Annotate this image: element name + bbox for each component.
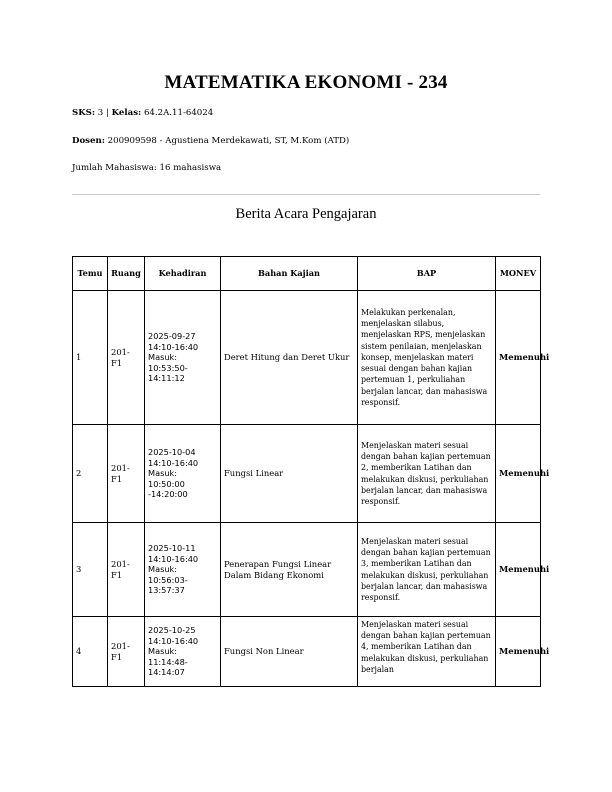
header-ruang: Ruang	[108, 257, 145, 291]
header-monev: MONEV	[496, 257, 541, 291]
dosen-value: 200909598 - Agustiena Merdekawati, ST, M.Kom (ATD)	[107, 136, 350, 146]
cell-bap: Menjelaskan materi sesuai dengan bahan kajian pertemuan 2, memberikan Latihan dan melakukan diskusi, perkuliahan berjalan lancar, dan mahasiswa responsif.	[358, 425, 496, 523]
cell-bahan-kajian: Deret Hitung dan Deret Ukur	[221, 291, 358, 425]
header-temu: Temu	[73, 257, 108, 291]
cell-temu: 1	[73, 291, 108, 425]
sks-label: SKS:	[72, 108, 96, 118]
table-row	[73, 617, 541, 687]
divider	[72, 194, 540, 195]
section-title: Berita Acara Pengajaran	[235, 206, 377, 222]
cell-temu: 3	[73, 523, 108, 617]
page-title: MATEMATIKA EKONOMI - 234	[164, 72, 448, 93]
jumlah-mahasiswa: Jumlah Mahasiswa: 16 mahasiswa	[72, 163, 222, 173]
cell-temu: 2	[73, 425, 108, 523]
cell-bap: Menjelaskan materi sesuai dengan bahan kajian pertemuan 3, memberikan Latihan dan melakukan diskusi, perkuliahan berjalan lancar, dan mahasiswa responsif.	[358, 523, 496, 617]
cell-ruang: 201- F1	[108, 523, 145, 617]
cell-monev: Memenuhi	[496, 523, 541, 617]
header-bahan-kajian: Bahan Kajian	[221, 257, 358, 291]
kelas-label: Kelas:	[111, 108, 142, 118]
table-row	[73, 523, 541, 617]
header-kehadiran: Kehadiran	[145, 257, 221, 291]
sks-kelas-line: SKS: 3 | Kelas: 64.2A.11-64024	[72, 108, 214, 118]
cell-monev: Memenuhi	[496, 425, 541, 523]
cell-bap: Melakukan perkenalan, menjelaskan silabus, menjelaskan RPS, menjelaskan sistem penilaian, menjelaskan konsep, menjelaskan materi sesuai dengan bahan kajian pertemuan 1, perkuliahan berjalan lancar, dan mahasiswa responsif.	[358, 291, 496, 425]
bap-table	[72, 256, 550, 687]
cell-monev: Memenuhi	[496, 291, 541, 425]
cell-ruang: 201- F1	[108, 617, 145, 687]
table-row	[73, 291, 541, 425]
kelas-value: 64.2A.11-64024	[143, 108, 214, 118]
sks-value: 3	[97, 108, 104, 118]
table-row	[73, 425, 541, 523]
dosen-line	[72, 136, 349, 146]
cell-kehadiran: 2025-10-11 14:10-16:40 Masuk: 10:56:03- 13:57:37	[145, 523, 221, 617]
cell-bahan-kajian: Penerapan Fungsi Linear Dalam Bidang Ekonomi	[221, 523, 358, 617]
cell-bap: Menjelaskan materi sesuai dengan bahan kajian pertemuan 4, memberikan Latihan dan melakukan diskusi, perkuliahan berjalan	[358, 617, 496, 687]
cell-bahan-kajian: Fungsi Non Linear	[221, 617, 358, 687]
cell-monev: Memenuhi	[496, 617, 541, 687]
cell-kehadiran: 2025-10-04 14:10-16:40 Masuk: 10:50:00 -14:20:00	[145, 425, 221, 523]
cell-kehadiran: 2025-09-27 14:10-16:40 Masuk: 10:53:50- 14:11:12	[145, 291, 221, 425]
header-bap: BAP	[358, 257, 496, 291]
cell-ruang: 201- F1	[108, 425, 145, 523]
cell-ruang: 201- F1	[108, 291, 145, 425]
table-header-row	[73, 257, 541, 291]
cell-temu: 4	[73, 617, 108, 687]
cell-bahan-kajian: Fungsi Linear	[221, 425, 358, 523]
cell-kehadiran: 2025-10-25 14:10-16:40 Masuk: 11:14:48- 14:14:07	[145, 617, 221, 687]
dosen-label: Dosen:	[72, 136, 105, 146]
